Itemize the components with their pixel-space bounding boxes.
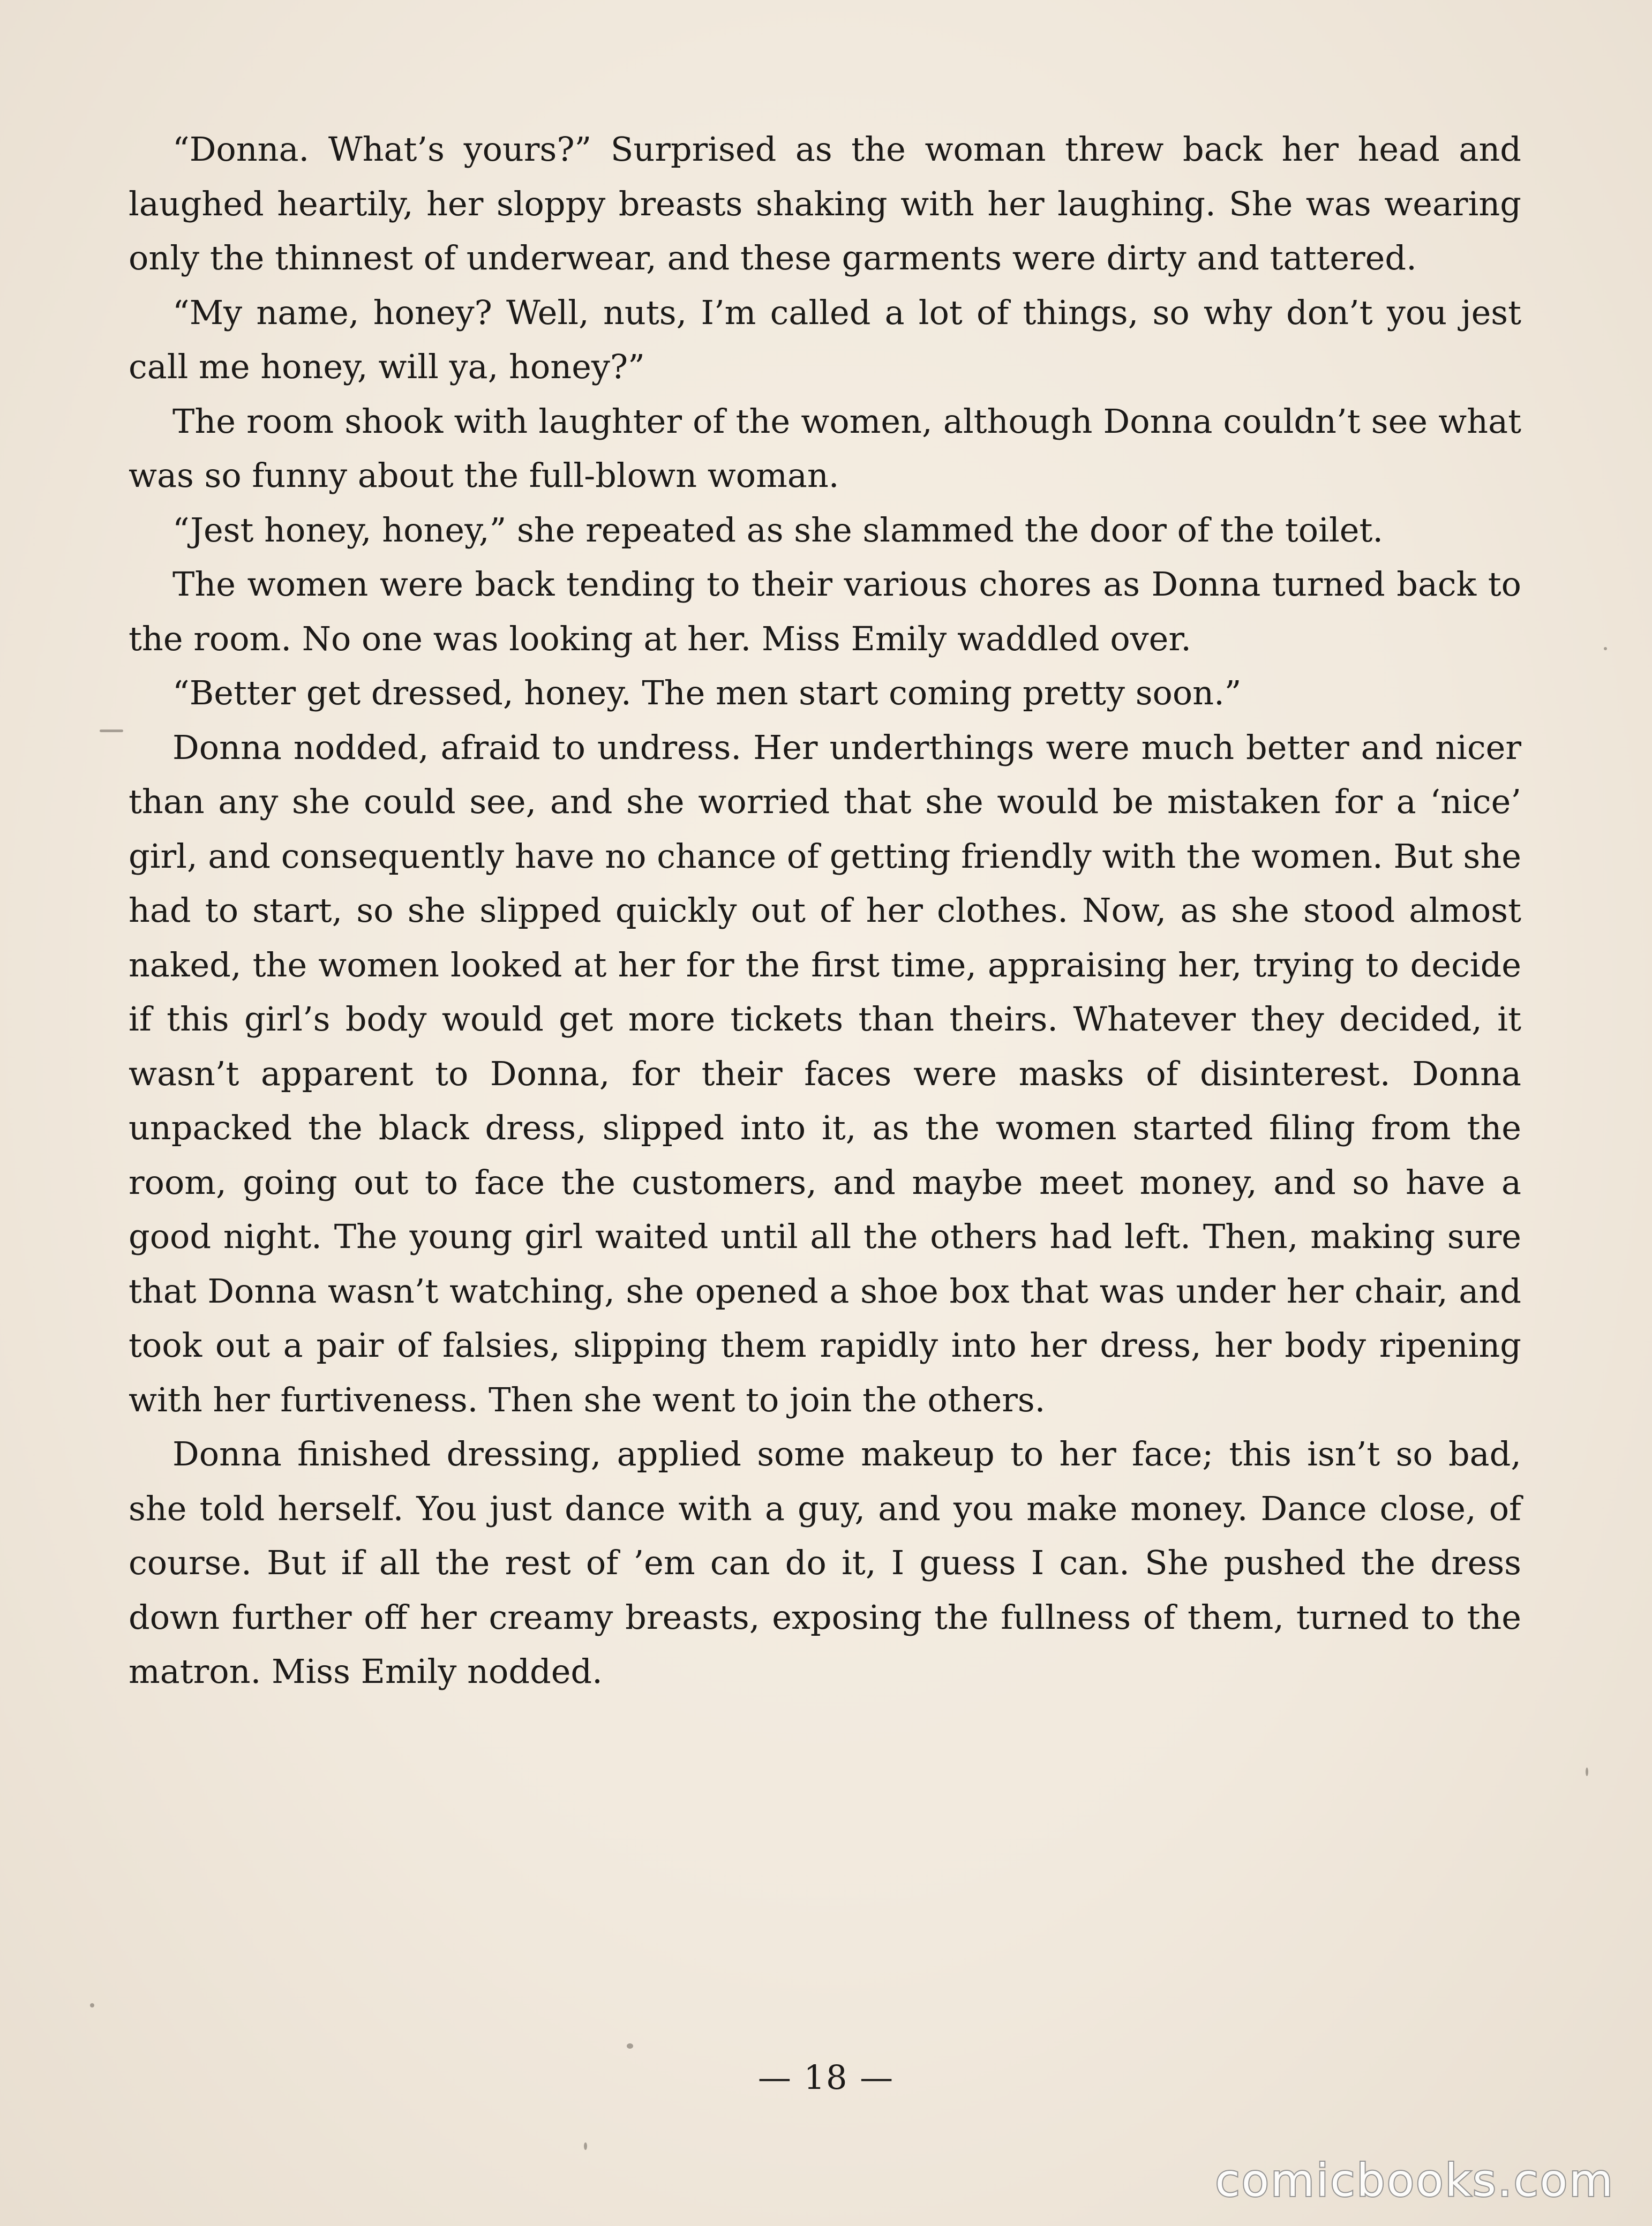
paragraph: “Donna. What’s yours?” Surprised as the woman threw back her head and laughed heartily, her sloppy breasts shaking with her laughing. She was wearing only the thinnest of underwear, and these garments were dirty and tattered. — [129, 130, 1521, 277]
paragraph: “Better get dressed, honey. The men start coming pretty soon.” — [172, 673, 1242, 712]
paragraph: “Jest honey, honey,” she repeated as she slammed the door of the toilet. — [172, 510, 1384, 550]
paragraph: The room shook with laughter of the women, although Donna couldn’t see what was so funny about the full-blown woman. — [129, 401, 1521, 495]
paper-speck — [1604, 647, 1607, 650]
paragraph: Donna finished dressing, applied some makeup to her face; this isn’t so bad, she told herself. You just dance with a guy, and you make money. Dance close, of course. But if all the rest of ’em can do it, I guess I can. She pushed the dress down further off her creamy breasts, exposing the fullness of them, turned to the matron. Miss Emily nodded. — [129, 1434, 1521, 1691]
paper-speck — [584, 2142, 587, 2150]
paragraph: “My name, honey? Well, nuts, I’m called a lot of things, so why don’t you jest call me honey, will ya, honey?” — [129, 292, 1521, 386]
paper-speck — [90, 2003, 94, 2007]
paper-speck — [100, 730, 123, 732]
paper-speck — [1586, 1768, 1588, 1776]
body-text — [129, 122, 1521, 1699]
page-number: — 18 — — [757, 2058, 895, 2097]
watermark-logo: comicbooks.com — [1215, 2154, 1615, 2207]
paragraph: Donna nodded, afraid to undress. Her underthings were much better and nicer than any she could see, and she worried that she would be mistaken for a ‘nice’ girl, and consequently have no chance of getting friendly with the women. But she had to start, so she slipped quickly out of her clothes. Now, as she stood almost naked, the women looked at her for the first time, appraising her, trying to decide if this girl’s body would get more tickets than theirs. Whatever they decided, it wasn’t apparent to Donna, for their faces were masks of disinterest. Donna unpacked the black dress, slipped into it, as the women started filing from the room, going out to face the customers, and maybe meet money, and so have a good night. The young girl waited until all the others had left. Then, making sure that Donna wasn’t watching, she opened a shoe box that was under her chair, and took out a pair of falsies, slipping them rapidly into her dress, her body ripening with her furtiveness. Then she went to join the others. — [129, 727, 1521, 1419]
paragraph: The women were back tending to their various chores as Donna turned back to the room. No one was looking at her. Miss Emily waddled over. — [129, 565, 1521, 658]
paper-speck — [627, 2043, 633, 2049]
